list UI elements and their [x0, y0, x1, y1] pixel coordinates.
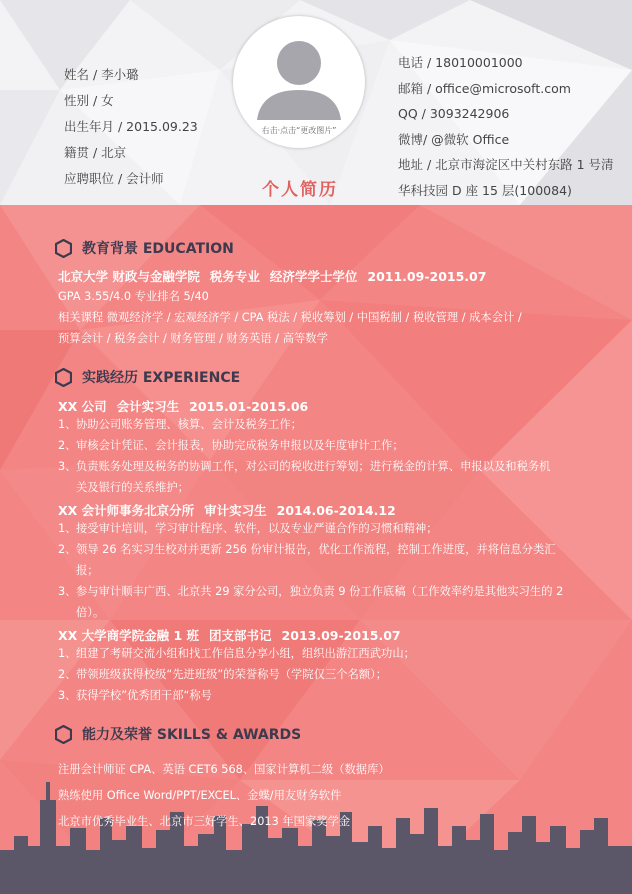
- list-item-number: 1、: [58, 647, 77, 660]
- weibo-field: 微博/ @微软 Office: [398, 131, 510, 147]
- education-title-row: [58, 267, 496, 285]
- job-period: 2014.06-2014.12: [276, 503, 396, 518]
- list-item: [58, 435, 588, 456]
- list-item: [58, 414, 588, 435]
- job-company: XX 会计师事务北京分所: [58, 503, 195, 518]
- list-item-number: 1、: [58, 522, 77, 535]
- list-item-number: 3、: [58, 460, 77, 473]
- qq-field: QQ / 3093242906: [398, 106, 510, 121]
- experience-heading: [55, 366, 240, 388]
- list-item: [58, 518, 588, 539]
- list-item-number: 2、: [58, 543, 77, 556]
- education-heading-label: 教育背景 EDUCATION: [82, 241, 234, 257]
- list-item-text: [76, 685, 588, 706]
- job-title-row: [58, 501, 406, 519]
- job-role: 团支部书记: [209, 628, 272, 643]
- contact-info: [398, 50, 614, 203]
- education-gpa: GPA 3.55/4.0 专业排名 5/40: [58, 290, 209, 303]
- list-item: [58, 664, 588, 685]
- list-item-number: 2、: [58, 439, 77, 452]
- education-degree: 经济学学士学位: [269, 269, 358, 284]
- gender-field: 性别 / 女: [64, 93, 114, 108]
- list-item: [58, 456, 588, 498]
- job-title-row: [58, 626, 411, 644]
- list-item: [58, 643, 588, 664]
- list-item-line: 带领班级获得校级“先进班级”的荣誉称号（学院仅三个名额）；: [76, 668, 388, 681]
- education-major: 税务专业: [209, 269, 260, 284]
- list-item-line: 负责账务处理及税务的协调工作，对公司的税收进行筹划；进行税金的计算、申报以及和税务机: [76, 460, 551, 473]
- list-item-line: 协助公司账务管理、核算、会计及税务工作；: [76, 418, 302, 431]
- list-item-line: 参与审计顺丰广西、北京共 29 家分公司，独立负责 9 份工作底稿（工作效率约是其他实习生的 2: [76, 585, 564, 598]
- skills-list: [58, 757, 390, 835]
- list-item-text: [76, 414, 588, 435]
- email-field: 邮箱 / office@microsoft.com: [398, 80, 571, 96]
- job-duty-list: [58, 518, 588, 623]
- list-item-line: 报；: [76, 564, 99, 577]
- list-item-text: [76, 539, 588, 581]
- skills-line: 北京市优秀毕业生、北京市三好学生、2013 年国家奖学金: [58, 815, 351, 828]
- list-item-line: 审核会计凭证、会计报表，协助完成税务申报以及年度审计工作；: [76, 439, 404, 452]
- phone-field: 电话 / 18010001000: [398, 55, 523, 70]
- page-title: 个人简历: [262, 180, 338, 200]
- education-courses-line2: 预算会计 / 税务会计 / 财务管理 / 财务英语 / 高等数学: [58, 332, 328, 345]
- list-item-text: [76, 581, 588, 623]
- job-company: XX 大学商学院金融 1 班: [58, 628, 200, 643]
- education-school: 北京大学 财政与金融学院: [58, 269, 200, 284]
- origin-field: 籍贯 / 北京: [64, 145, 127, 160]
- hexagon-icon: [55, 368, 72, 387]
- list-item-number: 3、: [58, 689, 77, 702]
- address-line2: 华科技园 D 座 15 层(100084): [398, 182, 572, 198]
- list-item-text: [76, 518, 588, 539]
- skills-heading: [55, 723, 301, 745]
- avatar-caption: 右击·点击“更改图片”: [261, 126, 337, 135]
- avatar[interactable]: [233, 16, 365, 148]
- list-item-line: 获得学校”优秀团干部“称号: [76, 689, 212, 702]
- list-item-line: 关及银行的关系维护；: [76, 481, 189, 494]
- list-item-number: 1、: [58, 418, 77, 431]
- skills-line: 熟练使用 Office Word/PPT/EXCEL、金蝶/用友财务软件: [58, 789, 342, 802]
- skills-line: 注册会计师证 CPA、英语 CET6 568、国家计算机二级（数据库）: [58, 763, 390, 776]
- name-field: 姓名 / 李小璐: [64, 67, 139, 82]
- list-item: [58, 539, 588, 581]
- education-period: 2011.09-2015.07: [367, 269, 487, 284]
- list-item-text: [76, 643, 588, 664]
- list-item-line: 组建了考研交流小组和找工作信息分享小组，组织出游江西武功山；: [76, 647, 415, 660]
- list-item-text: [76, 664, 588, 685]
- list-item: [58, 685, 588, 706]
- job-period: 2015.01-2015.06: [189, 399, 309, 414]
- list-item-line: 领导 26 名实习生校对并更新 256 份审计报告，优化工作流程，控制工作进度，并将信息分类汇: [76, 543, 556, 556]
- address-line1: 地址 / 北京市海淀区中关村东路 1 号清: [398, 157, 614, 172]
- hexagon-icon: [55, 725, 72, 744]
- list-item-number: 2、: [58, 668, 77, 681]
- education-details: [58, 286, 583, 349]
- list-item-number: 3、: [58, 585, 77, 598]
- list-item-text: [76, 435, 588, 456]
- education-heading: [55, 237, 234, 259]
- personal-info: [64, 62, 198, 192]
- list-item: [58, 581, 588, 623]
- list-item-text: [76, 456, 588, 498]
- list-item-line: 倍）。: [76, 606, 105, 619]
- job-period: 2013.09-2015.07: [281, 628, 401, 643]
- list-item-line: 接受审计培训，学习审计程序、软件，以及专业严谨合作的习惯和精神；: [76, 522, 438, 535]
- experience-heading-label: 实践经历 EXPERIENCE: [82, 370, 241, 386]
- job-role: 审计实习生: [204, 503, 267, 518]
- birth-field: 出生年月 / 2015.09.23: [64, 119, 198, 134]
- job-company: XX 公司: [58, 399, 107, 414]
- skills-heading-label: 能力及荣誉 SKILLS & AWARDS: [82, 727, 302, 743]
- hexagon-icon: [55, 239, 72, 258]
- job-role: 会计实习生: [116, 399, 180, 414]
- position-field: 应聘职位 / 会计师: [64, 171, 164, 186]
- education-courses-line1: 相关课程 微观经济学 / 宏观经济学 / CPA 税法 / 税收筹划 / 中国税制 / 税收管理 / 成本会计 /: [58, 311, 522, 324]
- job-duty-list: [58, 414, 588, 498]
- job-duty-list: [58, 643, 588, 706]
- job-title-row: [58, 397, 318, 415]
